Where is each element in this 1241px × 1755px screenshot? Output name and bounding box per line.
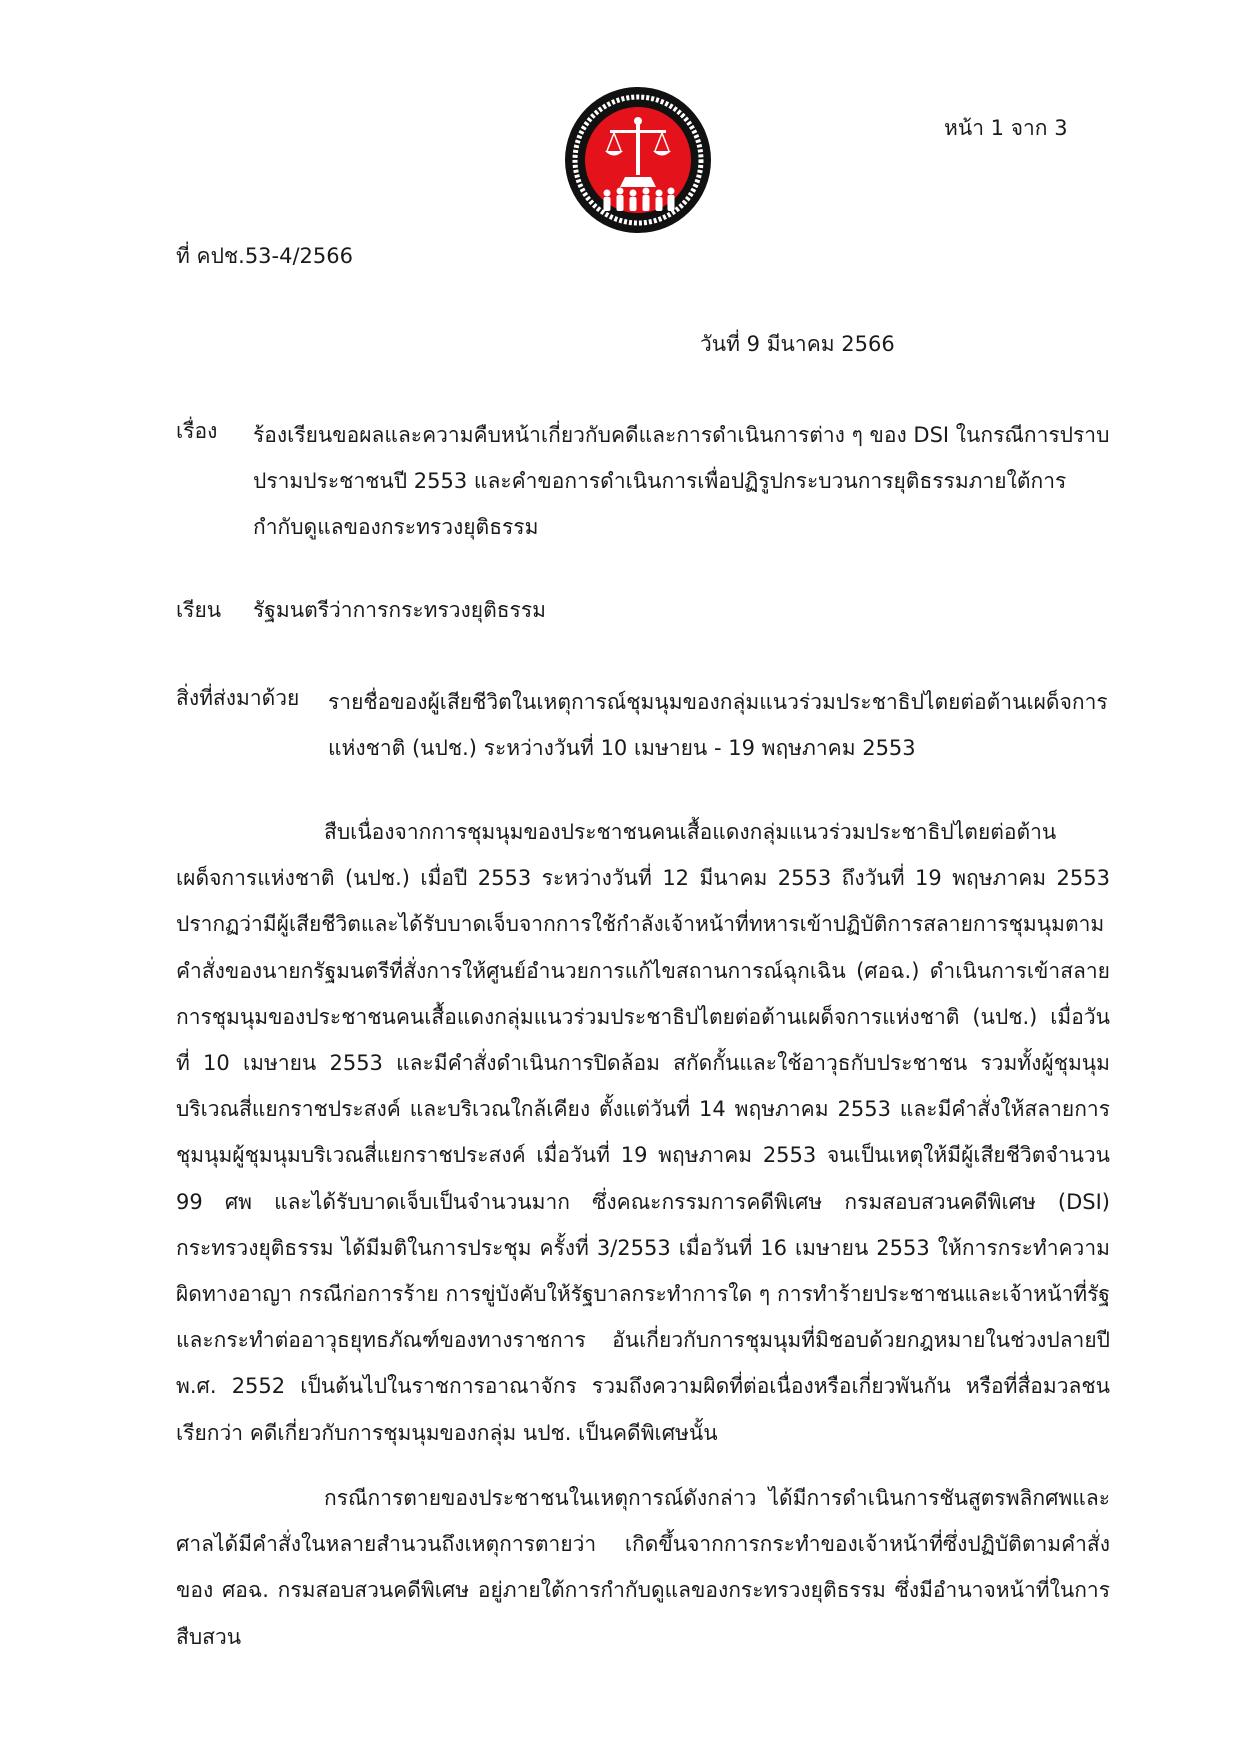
subject-label: เรื่อง — [176, 419, 218, 443]
enclosure-text: รายชื่อของผู้เสียชีวิตในเหตุการณ์ชุมนุมของกลุ่มแนวร่วมประชาธิปไตยต่อต้านเผด็จการแห่งชาติ (นปช.) ระหว่างวันที่ 10 เมษายน - 19 พฤษภาคม 2553 — [328, 690, 1108, 760]
recipient-text: รัฐมนตรีว่าการกระทรวงยุติธรรม — [253, 598, 546, 622]
document-number: ที่ คปช.53-4/2566 — [176, 244, 354, 268]
body-paragraph-1: สืบเนื่องจากการชุมนุมของประชาชนคนเสื้อแดงกลุ่มแนวร่วมประชาธิปไตยต่อต้านเผด็จการแห่งชาติ (นปช.) เมื่อปี 2553 ระหว่างวันที่ 12 มีนาคม 2553 ถึงวันที่ 19 พฤษภาคม 2553 ปรากฏว่ามีผู้เสียชีวิตและได้รับบาดเจ็บจากการใช้กำลังเจ้าหน้าที่ทหารเข้าปฏิบัติการสลายการชุมนุมตามคำสั่งของนายกรัฐมนตรีที่สั่งการให้ศูนย์อำนวยการแก้ไขสถานการณ์ฉุกเฉิน (ศอฉ.) ดำเนินการเข้าสลายการชุมนุมของประชาชนคนเสื้อแดงกลุ่มแนวร่วมประชาธิปไตยต่อต้านเผด็จการแห่งชาติ (นปช.) เมื่อวันที่ 10 เมษายน 2553 และมีคำสั่งดำเนินการปิดล้อม สกัดกั้นและใช้อาวุธกับประชาชน รวมทั้งผู้ชุมนุมบริเวณสี่แยกราชประสงค์ และบริเวณใกล้เคียง ตั้งแต่วันที่ 14 พฤษภาคม 2553 และมีคำสั่งให้สลายการชุมนุมผู้ชุมนุมบริเวณสี่แยกราชประสงค์ เมื่อวันที่ 19 พฤษภาคม 2553 จนเป็นเหตุให้มีผู้เสียชีวิตจำนวน 99 ศพ และได้รับบาดเจ็บเป็นจำนวนมาก ซึ่งคณะกรรมการคดีพิเศษ กรมสอบสวนคดีพิเศษ (DSI) กระทรวงยุติธรรม ได้มีมติในการประชุม ครั้งที่ 3/2553 เมื่อวันที่ 16 เมษายน 2553 ให้การกระทำความผิดทางอาญา กรณีก่อการร้าย การขู่บังคับให้รัฐบาลกระทำการใด ๆ การทำร้ายประชาชนและเจ้าหน้าที่รัฐ และกระทำต่ออาวุธยุทธภัณฑ์ของทางราชการ อันเกี่ยวกับการชุมนุมที่มิชอบด้วยกฎหมายในช่วงปลายปี พ.ศ. 2552 เป็นต้นไปในราชการอาณาจักร รวมถึงความผิดที่ต่อเนื่องหรือเกี่ยวพันกัน หรือที่สื่อมวลชนเรียกว่า คดีเกี่ยวกับการชุมนุมของกลุ่ม นปช. เป็นคดีพิเศษนั้น — [176, 820, 1110, 1445]
letter-date: วันที่ 9 มีนาคม 2566 — [700, 332, 895, 356]
subject-text: ร้องเรียนขอผลและความคืบหน้าเกี่ยวกับคดีและการดำเนินการต่าง ๆ ของ DSI ในกรณีการปราบปรามประชาชนปี 2553 และคำขอการดำเนินการเพื่อปฏิรูปกระบวนการยุติธรรมภายใต้การกำกับดูแลของกระทรวงยุติธรรม — [253, 423, 1110, 539]
recipient-label: เรียน — [176, 598, 222, 622]
enclosure-label: สิ่งที่ส่งมาด้วย — [176, 686, 300, 710]
organization-logo-icon — [563, 85, 713, 235]
body-paragraph-2: กรณีการตายของประชาชนในเหตุการณ์ดังกล่าว ได้มีการดำเนินการชันสูตรพลิกศพและศาลได้มีคำสั่งในหลายสำนวนถึงเหตุการตายว่า เกิดขึ้นจากการกระทำของเจ้าหน้าที่ซึ่งปฏิบัติตามคำสั่งของ ศอฉ. กรมสอบสวนคดีพิเศษ อยู่ภายใต้การกำกับดูแลของกระทรวงยุติธรรม ซึ่งมีอำนาจหน้าที่ในการสืบสวน — [176, 1486, 1110, 1649]
page-number: หน้า 1 จาก 3 — [944, 116, 1068, 140]
